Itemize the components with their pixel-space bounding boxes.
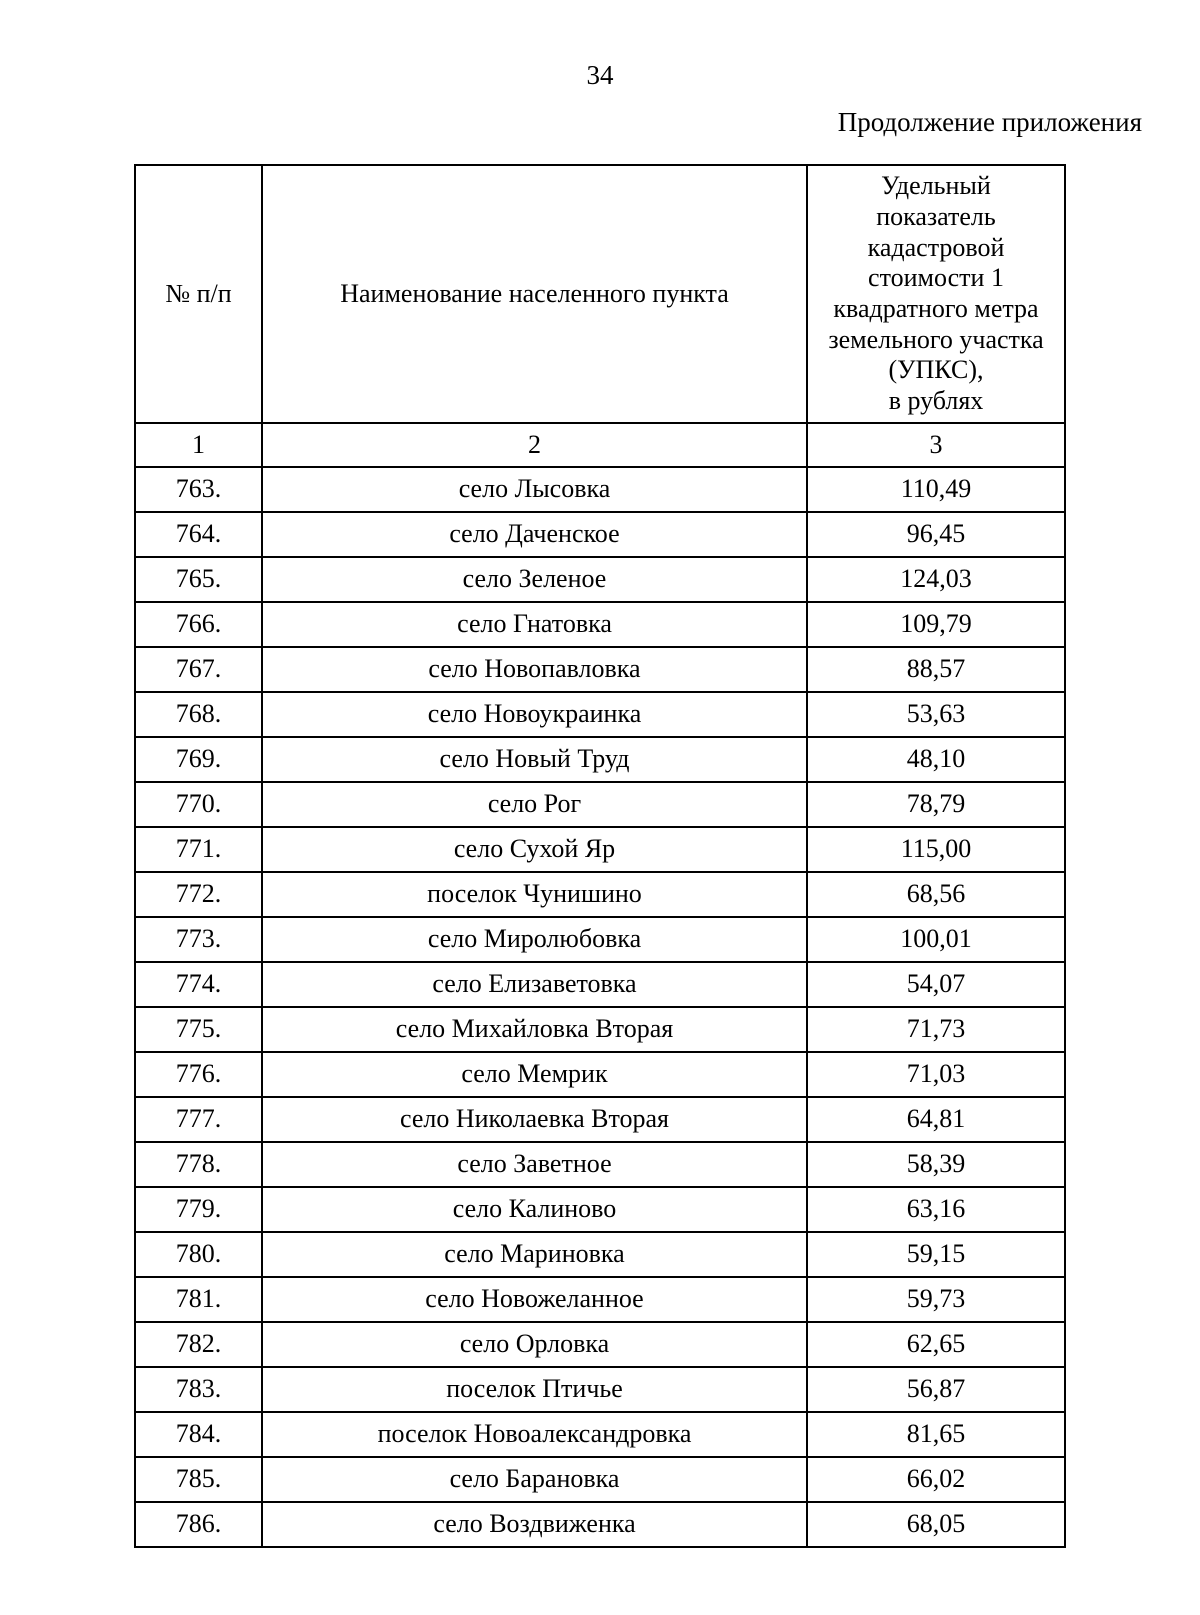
row-number: 782. xyxy=(135,1322,262,1367)
settlement-name: село Николаевка Вторая xyxy=(262,1097,807,1142)
row-number: 765. xyxy=(135,557,262,602)
upks-value: 59,73 xyxy=(807,1277,1065,1322)
upks-value: 62,65 xyxy=(807,1322,1065,1367)
row-number: 772. xyxy=(135,872,262,917)
settlement-name: село Сухой Яр xyxy=(262,827,807,872)
row-number: 770. xyxy=(135,782,262,827)
upks-header-line-5: квадратного метра xyxy=(833,294,1039,323)
table-row xyxy=(135,1322,1065,1367)
table-header xyxy=(135,165,1065,467)
table-row xyxy=(135,647,1065,692)
row-number: 786. xyxy=(135,1502,262,1547)
cadastral-value-table xyxy=(134,164,1066,1548)
settlement-name: село Лысовка xyxy=(262,467,807,512)
row-number: 768. xyxy=(135,692,262,737)
row-number: 780. xyxy=(135,1232,262,1277)
settlement-name: село Зеленое xyxy=(262,557,807,602)
settlement-name: поселок Птичье xyxy=(262,1367,807,1412)
settlement-name: село Заветное xyxy=(262,1142,807,1187)
upks-value: 96,45 xyxy=(807,512,1065,557)
upks-value: 110,49 xyxy=(807,467,1065,512)
upks-value: 81,65 xyxy=(807,1412,1065,1457)
table-row xyxy=(135,467,1065,512)
settlement-name: село Мариновка xyxy=(262,1232,807,1277)
table-row xyxy=(135,1502,1065,1547)
row-number: 774. xyxy=(135,962,262,1007)
column-header-upks xyxy=(807,165,1065,423)
table-row xyxy=(135,1412,1065,1457)
upks-value: 68,56 xyxy=(807,872,1065,917)
upks-header-line-4: стоимости 1 xyxy=(868,263,1004,293)
upks-value: 100,01 xyxy=(807,917,1065,962)
settlement-name: село Михайловка Вторая xyxy=(262,1007,807,1052)
row-number: 769. xyxy=(135,737,262,782)
table-row xyxy=(135,1142,1065,1187)
table-row xyxy=(135,602,1065,647)
table-row xyxy=(135,1187,1065,1232)
settlement-name: поселок Новоалександровка xyxy=(262,1412,807,1457)
row-number: 783. xyxy=(135,1367,262,1412)
row-number: 785. xyxy=(135,1457,262,1502)
table-body xyxy=(135,467,1065,1547)
table-row xyxy=(135,692,1065,737)
row-number: 767. xyxy=(135,647,262,692)
settlement-name: поселок Чунишино xyxy=(262,872,807,917)
upks-value: 63,16 xyxy=(807,1187,1065,1232)
upks-header-line-2: показатель xyxy=(876,201,996,231)
settlement-name: село Елизаветовка xyxy=(262,962,807,1007)
table-row xyxy=(135,962,1065,1007)
upks-header-line-3: кадастровой xyxy=(867,232,1005,262)
upks-value: 71,03 xyxy=(807,1052,1065,1097)
table-row xyxy=(135,557,1065,602)
table-row xyxy=(135,1367,1065,1412)
settlement-name: село Гнатовка xyxy=(262,602,807,647)
continuation-note: Продолжение приложения xyxy=(837,107,1142,137)
column-header-settlement: Наименование населенного пункта xyxy=(262,165,807,423)
settlement-name: село Барановка xyxy=(262,1457,807,1502)
table-row xyxy=(135,1052,1065,1097)
table-row xyxy=(135,737,1065,782)
table-row xyxy=(135,512,1065,557)
settlement-name: село Новожеланное xyxy=(262,1277,807,1322)
row-number: 781. xyxy=(135,1277,262,1322)
column-number-row xyxy=(135,423,1065,467)
upks-value: 78,79 xyxy=(807,782,1065,827)
table-row xyxy=(135,1457,1065,1502)
table-row xyxy=(135,1232,1065,1277)
upks-value: 109,79 xyxy=(807,602,1065,647)
page-number: 34 xyxy=(586,60,614,90)
table-row xyxy=(135,1097,1065,1142)
settlement-name: село Рог xyxy=(262,782,807,827)
settlement-name: село Воздвиженка xyxy=(262,1502,807,1547)
row-number: 764. xyxy=(135,512,262,557)
table-row xyxy=(135,872,1065,917)
upks-header-line-1: Удельный xyxy=(881,171,991,201)
row-number: 784. xyxy=(135,1412,262,1457)
upks-value: 64,81 xyxy=(807,1097,1065,1142)
upks-header-line-7: (УПКС), xyxy=(888,355,984,385)
row-number: 771. xyxy=(135,827,262,872)
row-number: 778. xyxy=(135,1142,262,1187)
upks-value: 54,07 xyxy=(807,962,1065,1007)
row-number: 775. xyxy=(135,1007,262,1052)
settlement-name: село Новоукраинка xyxy=(262,692,807,737)
table-header-row xyxy=(135,165,1065,423)
upks-header-line-8: в рублях xyxy=(888,386,984,416)
table-row xyxy=(135,917,1065,962)
upks-value: 53,63 xyxy=(807,692,1065,737)
upks-value: 124,03 xyxy=(807,557,1065,602)
settlement-name: село Орловка xyxy=(262,1322,807,1367)
upks-value: 56,87 xyxy=(807,1367,1065,1412)
row-number: 763. xyxy=(135,467,262,512)
settlement-name: село Даченское xyxy=(262,512,807,557)
settlement-name: село Новопавловка xyxy=(262,647,807,692)
upks-header-line-6: земельного участка xyxy=(828,324,1044,354)
column-number-3: 3 xyxy=(807,423,1065,467)
row-number: 766. xyxy=(135,602,262,647)
upks-value: 115,00 xyxy=(807,827,1065,872)
settlement-name: село Новый Труд xyxy=(262,737,807,782)
upks-value: 66,02 xyxy=(807,1457,1065,1502)
settlement-name: село Мемрик xyxy=(262,1052,807,1097)
column-number-2: 2 xyxy=(262,423,807,467)
row-number: 776. xyxy=(135,1052,262,1097)
settlement-name: село Миролюбовка xyxy=(262,917,807,962)
table-row xyxy=(135,782,1065,827)
upks-value: 58,39 xyxy=(807,1142,1065,1187)
row-number: 779. xyxy=(135,1187,262,1232)
row-number: 773. xyxy=(135,917,262,962)
upks-value: 71,73 xyxy=(807,1007,1065,1052)
row-number: 777. xyxy=(135,1097,262,1142)
settlement-name: село Калиново xyxy=(262,1187,807,1232)
upks-value: 68,05 xyxy=(807,1502,1065,1547)
document-page xyxy=(0,62,1200,1615)
column-header-number: № п/п xyxy=(135,165,262,423)
table-row xyxy=(135,1007,1065,1052)
table-row xyxy=(135,1277,1065,1322)
upks-value: 48,10 xyxy=(807,737,1065,782)
upks-value: 88,57 xyxy=(807,647,1065,692)
table-row xyxy=(135,827,1065,872)
upks-value: 59,15 xyxy=(807,1232,1065,1277)
column-number-1: 1 xyxy=(135,423,262,467)
